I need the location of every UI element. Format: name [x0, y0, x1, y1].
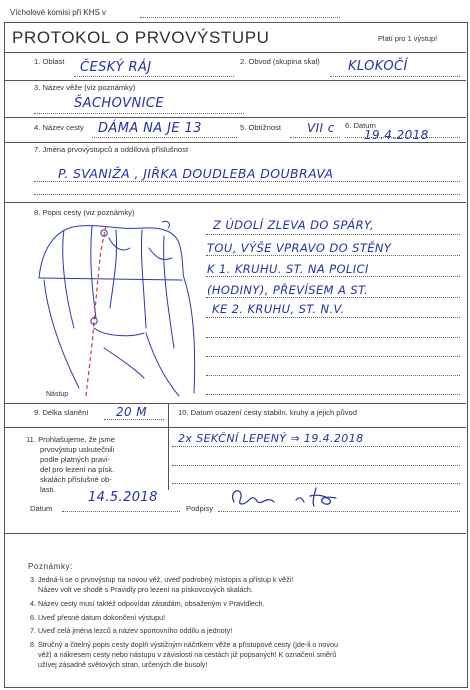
declaration-line-5: skalách příslušné ob- [40, 475, 112, 484]
description-line-3: K 1. KRUHU. ST. NA POLICI [207, 262, 369, 276]
label-route: 4. Název cesty [34, 123, 84, 132]
declaration-line-3: podle platných pravi- [40, 455, 111, 464]
label-description: 8. Popis cesty (viz poznámky) [34, 208, 135, 217]
top-arrow [162, 221, 170, 228]
divider-9-10 [168, 403, 169, 427]
rule-6 [4, 427, 466, 428]
note-7: 7. Uveď celá jména lezců a název sportovního oddílu a jednoty! [30, 626, 233, 635]
description-line-4: (HODINY), PŘEVÍSEM A ST. [207, 283, 369, 297]
rule-7 [4, 533, 466, 534]
label-sector: 2. Obvod (skupina skal) [240, 57, 320, 66]
dots-signatures [218, 511, 460, 512]
club-line: Vícholové komisi při KHS v [10, 8, 107, 17]
dots-desc-5 [206, 317, 460, 318]
declaration-line-1: 11. Prohlašujeme, že jsme [26, 435, 115, 444]
label-area: 1. Oblast [34, 57, 65, 66]
dots-sign-date [62, 511, 180, 512]
note-3: 3. Jedná-li se o prvovýstup na novou věž, uveď podrobný místopis a přístup k věži! [30, 575, 294, 584]
value-climbers: P. SVANIŽA , JIŘKA DOUDLEBA DOUBRAVA [58, 166, 334, 181]
value-area: ČESKÝ RÁJ [80, 60, 152, 75]
label-tower: 3. Název věže (viz poznámky) [34, 83, 136, 92]
dots-desc-4 [206, 297, 460, 298]
signature-1 [233, 491, 274, 504]
note-4: 4. Název cesty musí taktéž odpovídat zásadám, obsaženým v Pravidlech. [30, 599, 265, 608]
dots-desc-3 [206, 276, 460, 277]
route-line [86, 226, 106, 396]
value-grade: VII c [307, 121, 335, 135]
value-rappel: 20 M [116, 405, 148, 419]
form-note: Platí pro 1 výstup! [378, 34, 438, 43]
rule-2 [4, 117, 466, 118]
value-sector: KLOKOČÍ [348, 59, 408, 74]
rule-3 [4, 142, 466, 143]
sketch-outline [39, 226, 195, 396]
description-line-1: Z ÚDOLÍ ZLEVA DO SPÁRY, [213, 218, 374, 232]
dots-grade [290, 137, 340, 138]
dots-desc-9 [206, 394, 460, 395]
dots-desc-7 [206, 356, 460, 357]
dots-bolts-2 [172, 465, 460, 466]
dots-area [74, 76, 234, 77]
dots-route [92, 137, 237, 138]
description-line-2: TOU, VÝŠE VPRAVO DO STĚNY [207, 241, 392, 255]
dots-date [345, 137, 460, 138]
dots-desc-1 [206, 234, 460, 235]
declaration-line-4: del pro lezení na písk. [40, 465, 115, 474]
declaration-line-2: prvovýstup uskutečnili [40, 445, 115, 454]
label-date: 6. Datum [345, 121, 376, 130]
rule-5 [4, 403, 466, 404]
dots-desc-6 [206, 337, 460, 338]
label-bolts: 10. Datum osazení cesty stabiln. kruhy a jejich původ [178, 408, 357, 417]
declaration-line-6: lasti. [40, 485, 56, 494]
notes-title: Poznámky: [28, 562, 73, 571]
club-line-dots [140, 17, 340, 18]
dots-sector [330, 76, 460, 77]
dots-tower [34, 113, 244, 114]
value-tower: ŠACHOVNICE [74, 96, 164, 111]
note-8: 8. Stručný a čitelný popis cesty doplň výstižným náčrtkem věže a přístupové cesty (jde-li o novou [30, 640, 339, 649]
divider-11 [168, 427, 169, 490]
note-8c: užívej zásadně světových stran, určených dle busoly! [38, 660, 208, 669]
dots-climbers-2 [34, 194, 460, 195]
label-sign-date: Datum [30, 504, 53, 513]
signatures-image [226, 484, 356, 510]
label-grade: 5. Obtížnost [240, 123, 281, 132]
dots-desc-8 [206, 375, 460, 376]
note-3b: Název volt ve shodě s Pravidly pro lezení na pískovcových skalách. [38, 585, 253, 594]
value-bolts: 2x SEKČNÍ LEPENÝ ⇒ 19.4.2018 [178, 432, 364, 445]
dots-bolts-1 [172, 446, 460, 447]
dots-desc-2 [206, 255, 460, 256]
signature-2 [310, 488, 336, 506]
value-route: DÁMA NA JE 13 [98, 121, 202, 136]
value-sign-date: 14.5.2018 [88, 490, 158, 505]
value-date: 19.4.2018 [364, 128, 429, 142]
header-rule [4, 52, 466, 53]
label-rappel: 9. Délka slanění [34, 408, 89, 417]
dots-climbers-1 [34, 181, 460, 182]
note-8b: věž) a nákresem cesty nebo nástupu v závislosti na cestách již popsaných! K označení směrů [38, 650, 337, 659]
label-climbers: 7. Jména prvovýstupců a oddílová příslušnost [34, 145, 189, 154]
sketch-start-label: Nástup [46, 391, 69, 398]
rule-4 [4, 202, 466, 203]
form-title: PROTOKOL O PRVOVÝSTUPU [12, 28, 270, 47]
label-signatures: Podpisy [186, 504, 214, 513]
note-6: 6. Uveď přesné datum dokončení výstupu! [30, 613, 166, 622]
route-sketch [34, 218, 204, 403]
rule-1 [4, 80, 466, 81]
description-line-5: KE 2. KRUHU, ST. N.V. [212, 302, 345, 316]
dots-rappel [104, 419, 164, 420]
